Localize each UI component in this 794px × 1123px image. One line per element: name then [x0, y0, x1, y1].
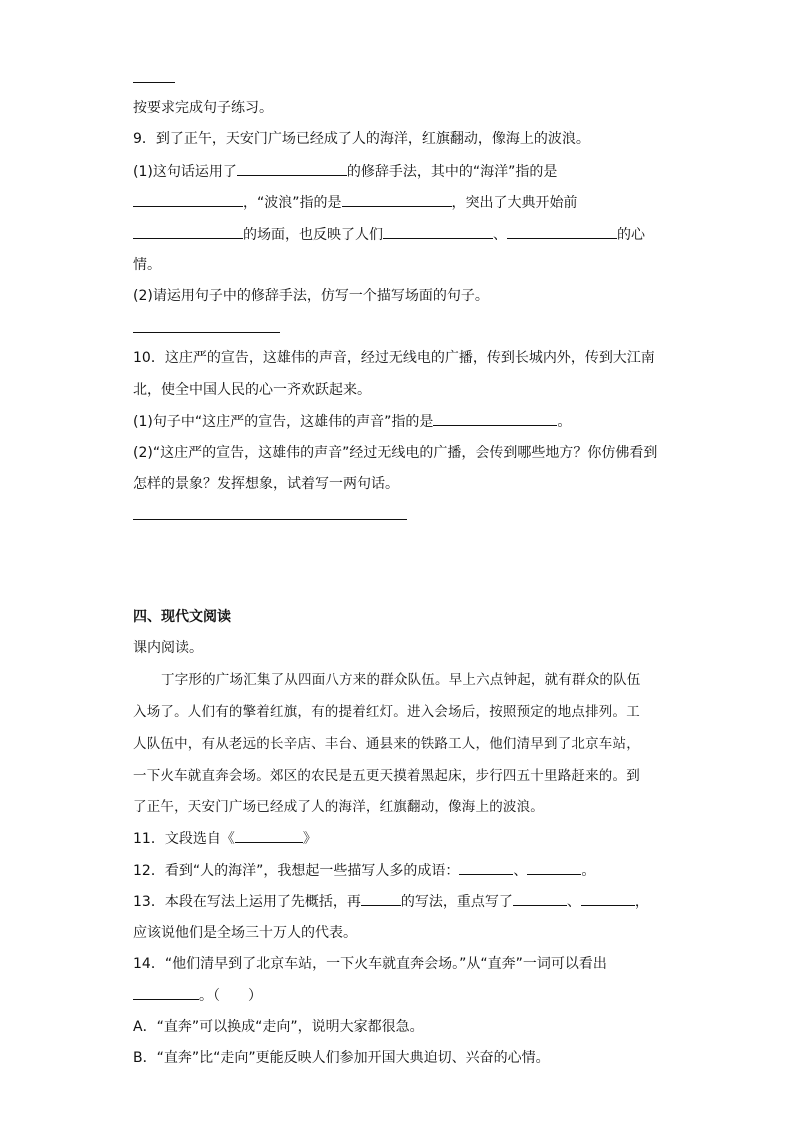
- q9-blank-mood2[interactable]: [507, 224, 617, 239]
- q10-stem-line2: 北，使全中国人民的心一齐欢跃起来。: [133, 382, 371, 398]
- q11-blank-source[interactable]: [235, 828, 303, 843]
- q9-p1-text-g: 的心: [617, 227, 645, 243]
- passage-line-1: 丁字形的广场汇集了从四面八方来的群众队伍。早上六点钟起，就有群众的队伍: [161, 672, 641, 688]
- q12-blank-idiom1[interactable]: [459, 860, 513, 875]
- q9-blank-ocean[interactable]: [133, 192, 243, 207]
- q9-part1-line4: 情。: [133, 257, 161, 273]
- q9-p1-text-a: (1)这句话运用了: [133, 164, 237, 180]
- q10-answer-line[interactable]: [133, 519, 407, 520]
- q9-stem: 9．到了正午，天安门广场已经成了人的海洋，红旗翻动，像海上的波浪。: [133, 131, 590, 147]
- q11-text-a: 11．文段选自《: [133, 831, 235, 847]
- q9-answer-line[interactable]: [133, 332, 280, 333]
- q10-part1: [133, 411, 571, 432]
- q12-text-c: 。: [581, 863, 596, 879]
- q13-text-a: 13．本段在写法上运用了先概括，再: [133, 894, 361, 910]
- q13-text-c: 、: [566, 894, 581, 910]
- q13-text-b: 的写法，重点写了: [400, 894, 513, 910]
- q13-blank-method[interactable]: [361, 891, 401, 906]
- q9-blank-scene[interactable]: [133, 224, 243, 239]
- q10-stem-line1: 10．这庄严的宣告，这雄伟的声音，经过无线电的广播，传到长城内外，传到大江南: [133, 350, 655, 366]
- q10-part2-line1: (2)“这庄严的宣告，这雄伟的声音”经过无线电的广播，会传到哪些地方？你仿佛看到: [133, 445, 658, 461]
- answer-line-top[interactable]: [133, 82, 175, 83]
- section4-title: 四、现代文阅读: [133, 609, 231, 625]
- section4-subtitle: 课内阅读。: [133, 640, 203, 656]
- q10-blank-refers[interactable]: [433, 411, 557, 426]
- q9-part2: (2)请运用句子中的修辞手法，仿写一个描写场面的句子。: [133, 288, 489, 304]
- q13-blank-focus1[interactable]: [513, 891, 567, 906]
- q13-text-d: ，: [634, 894, 649, 910]
- q9-p1-text-f: 、: [493, 227, 507, 243]
- q9-part1-line2: [133, 192, 578, 213]
- q9-p1-text-d: ，突出了大典开始前: [451, 195, 578, 211]
- passage-line-4: 一下火车就直奔会场。郊区的农民是五更天摸着黑起床，步行四五十里路赶来的。到: [133, 768, 640, 784]
- q14-blank-tail: 。（ ）: [199, 988, 262, 1004]
- q10-p1-text-a: (1)句子中“这庄严的宣告，这雄伟的声音”指的是: [133, 414, 434, 430]
- q9-p1-text-b: 的修辞手法，其中的“海洋”指的是: [346, 164, 558, 180]
- q12: [133, 860, 595, 881]
- passage-line-3: 人队伍中，有从老远的长辛店、丰台、通县来的铁路工人，他们清早到了北京车站，: [133, 736, 640, 752]
- q9-part1-line3: [133, 224, 645, 245]
- q9-p1-text-e: 的场面，也反映了人们: [243, 227, 383, 243]
- q13-blank-focus2[interactable]: [581, 891, 635, 906]
- passage-line-2: 入场了。人们有的擎着红旗，有的提着红灯。进入会场后，按照预定的地点排列。工: [133, 704, 640, 720]
- q9-blank-mood1[interactable]: [383, 224, 493, 239]
- q12-text-b: 、: [513, 863, 528, 879]
- q9-p1-text-c: ，“波浪”指的是: [243, 195, 342, 211]
- q14-blank-line: [133, 985, 262, 1006]
- q13-line2: 应该说他们是全场三十万人的代表。: [133, 925, 357, 941]
- q10-p1-text-b: 。: [557, 414, 572, 430]
- q11-text-b: 》: [302, 831, 317, 847]
- q12-text-a: 12．看到“人的海洋”，我想起一些描写人多的成语：: [133, 863, 460, 879]
- instruction: 按要求完成句子练习。: [133, 100, 273, 116]
- q10-part2-line2: 怎样的景象？发挥想象，试着写一两句话。: [133, 476, 399, 492]
- q12-blank-idiom2[interactable]: [527, 860, 581, 875]
- q14-option-b[interactable]: B．“直奔”比“走向”更能反映人们参加开国大典迫切、兴奋的心情。: [133, 1050, 550, 1066]
- q9-part1-line1: [133, 161, 557, 182]
- q9-blank-rhetoric[interactable]: [237, 161, 347, 176]
- q13-line1: [133, 891, 649, 912]
- passage-line-5: 了正午，天安门广场已经成了人的海洋，红旗翻动，像海上的波浪。: [133, 799, 544, 815]
- q14-blank-answer[interactable]: [133, 985, 199, 1000]
- q9-blank-waves[interactable]: [342, 192, 452, 207]
- q14-stem: 14．“他们清早到了北京车站，一下火车就直奔会场。”从“直奔”一词可以看出: [133, 956, 607, 972]
- q14-option-a[interactable]: A．“直奔”可以换成“走向”，说明大家都很急。: [133, 1019, 424, 1035]
- q11: [133, 828, 317, 849]
